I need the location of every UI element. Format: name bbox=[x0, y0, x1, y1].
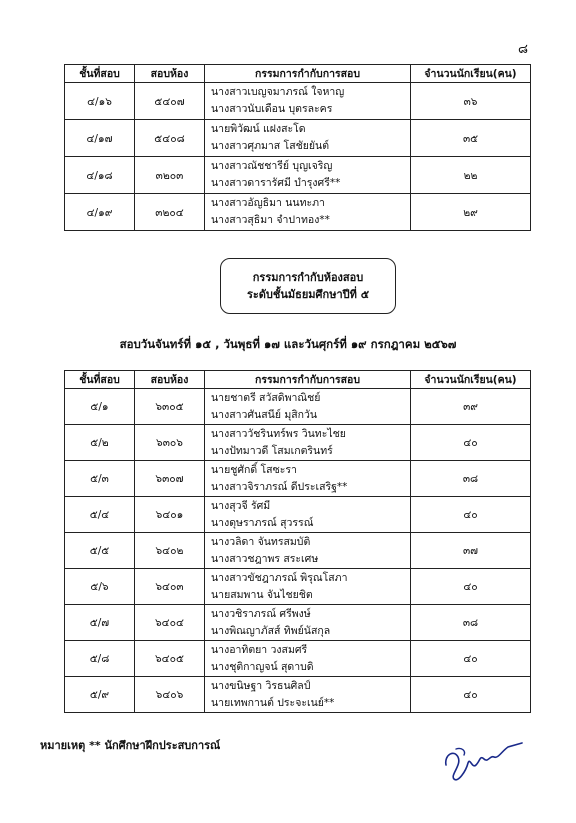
cell-room: ๖๓๐๖ bbox=[135, 425, 205, 461]
cell-proctors bbox=[205, 83, 411, 120]
proctor-name: นางวชิราภรณ์ ศรีพงษ์ bbox=[211, 607, 311, 620]
cell-level: ๕/๑ bbox=[65, 389, 135, 425]
cell-room: ๖๔๐๒ bbox=[135, 533, 205, 569]
proctor-name: นางสาววัชรินทร์พร วินทะไชย bbox=[211, 427, 346, 440]
proctor-name: นางสุวจี รัศมี bbox=[211, 499, 271, 512]
cell-proctors bbox=[205, 194, 411, 231]
cell-room: ๓๒๐๔ bbox=[135, 194, 205, 231]
cell-level: ๔/๑๖ bbox=[65, 83, 135, 120]
cell-room: ๓๒๐๓ bbox=[135, 157, 205, 194]
proctor-name: นางสาวขัชฎาภรณ์ พิรุณโสภา bbox=[211, 571, 348, 584]
table-row bbox=[65, 425, 531, 461]
proctor-name: นางขนิษฐา วิรธนศิลป์ bbox=[211, 679, 311, 692]
cell-count: ๓๖ bbox=[411, 83, 531, 120]
proctor-name: นางสาวจิราภรณ์ ดีประเสริฐ** bbox=[211, 480, 348, 493]
proctor-name: นายพิวัฒน์ แฝงสะโด bbox=[211, 123, 306, 135]
cell-level: ๔/๑๘ bbox=[65, 157, 135, 194]
table-row bbox=[65, 605, 531, 641]
cell-proctors bbox=[205, 641, 411, 677]
proctor-name: นางสาวสุธิมา จำปาทอง** bbox=[211, 214, 330, 226]
footnote: หมายเหตุ ** นักศึกษาฝึกประสบการณ์ bbox=[40, 739, 221, 752]
cell-room: ๖๔๐๕ bbox=[135, 641, 205, 677]
cell-proctors bbox=[205, 425, 411, 461]
proctor-name: นายชาตรี สวัสดิพาณิชย์ bbox=[211, 391, 321, 404]
header-students: จำนวนนักเรียน(คน) bbox=[411, 371, 531, 389]
cell-count: ๔๐ bbox=[411, 569, 531, 605]
table-row bbox=[65, 533, 531, 569]
cell-room: ๕๔๐๘ bbox=[135, 120, 205, 157]
proctor-name: นางอาทิตยา วงสมศรี bbox=[211, 643, 308, 656]
cell-room: ๕๔๐๗ bbox=[135, 83, 205, 120]
cell-room: ๖๓๐๗ bbox=[135, 461, 205, 497]
proctor-name: นางสาวอัญธิมา นนทะภา bbox=[211, 197, 325, 209]
cell-level: ๕/๗ bbox=[65, 605, 135, 641]
cell-level: ๕/๕ bbox=[65, 533, 135, 569]
header-level: ชั้นที่สอบ bbox=[65, 65, 135, 83]
proctor-name: นางสาวเบญจมาภรณ์ ใจหาญ bbox=[211, 86, 345, 98]
header-students: จำนวนนักเรียน(คน) bbox=[411, 65, 531, 83]
cell-count: ๔๐ bbox=[411, 425, 531, 461]
cell-level: ๕/๘ bbox=[65, 641, 135, 677]
cell-room: ๖๔๐๖ bbox=[135, 677, 205, 713]
proctor-name: นายสมพาน จันไชยชิต bbox=[211, 588, 313, 601]
cell-room: ๖๔๐๔ bbox=[135, 605, 205, 641]
proctor-name: นางดุษราภรณ์ สุวรรณ์ bbox=[211, 516, 314, 529]
header-room: สอบห้อง bbox=[135, 65, 205, 83]
table-row bbox=[65, 569, 531, 605]
cell-level: ๕/๒ bbox=[65, 425, 135, 461]
cell-proctors bbox=[205, 533, 411, 569]
table-row bbox=[65, 461, 531, 497]
table-row bbox=[65, 389, 531, 425]
cell-proctors bbox=[205, 569, 411, 605]
table-row bbox=[65, 677, 531, 713]
table-row bbox=[65, 194, 531, 231]
proctor-name: นายชูศักดิ์ โสซะรา bbox=[211, 463, 297, 476]
cell-level: ๕/๙ bbox=[65, 677, 135, 713]
cell-count: ๒๙ bbox=[411, 194, 531, 231]
section-title-box bbox=[220, 258, 396, 314]
cell-count: ๔๐ bbox=[411, 641, 531, 677]
proctor-name: นางพิณญาภัสส์ ทิพย์นัสกุล bbox=[211, 624, 331, 637]
proctor-name: นางสาวนับเดือน บุตรละคร bbox=[211, 103, 333, 115]
table-row bbox=[65, 641, 531, 677]
cell-room: ๖๔๐๑ bbox=[135, 497, 205, 533]
cell-count: ๔๐ bbox=[411, 677, 531, 713]
cell-level: ๕/๖ bbox=[65, 569, 135, 605]
cell-room: ๖๔๐๓ bbox=[135, 569, 205, 605]
proctor-name: นางปัทมาวดี โสมเกตรินทร์ bbox=[211, 444, 333, 457]
header-proctors: กรรมการกำกับการสอบ bbox=[205, 65, 411, 83]
cell-count: ๓๘ bbox=[411, 605, 531, 641]
proctor-name: นางสาวศันสนีย์ มุสิกวัน bbox=[211, 408, 318, 421]
cell-proctors bbox=[205, 497, 411, 533]
proctor-name: นางสาวศุภมาส โสชัยยันต์ bbox=[211, 140, 330, 152]
proctor-table-m5 bbox=[64, 370, 531, 713]
cell-level: ๔/๑๗ bbox=[65, 120, 135, 157]
page-number: ๘ bbox=[517, 42, 528, 57]
header-level: ชั้นที่สอบ bbox=[65, 371, 135, 389]
cell-level: ๔/๑๙ bbox=[65, 194, 135, 231]
table-row bbox=[65, 497, 531, 533]
cell-proctors bbox=[205, 157, 411, 194]
header-proctors: กรรมการกำกับการสอบ bbox=[205, 371, 411, 389]
cell-level: ๕/๓ bbox=[65, 461, 135, 497]
cell-proctors bbox=[205, 605, 411, 641]
cell-count: ๒๒ bbox=[411, 157, 531, 194]
table-row bbox=[65, 157, 531, 194]
proctor-name: นางวลิดา จันทรสมบัติ bbox=[211, 535, 311, 548]
section-subtitle: ระดับชั้นมัธยมศึกษาปีที่ ๕ bbox=[246, 288, 370, 301]
cell-level: ๕/๔ bbox=[65, 497, 135, 533]
cell-count: ๔๐ bbox=[411, 497, 531, 533]
section-title: กรรมการกำกับห้องสอบ bbox=[252, 271, 364, 284]
table-row bbox=[65, 83, 531, 120]
cell-room: ๖๓๐๕ bbox=[135, 389, 205, 425]
header-room: สอบห้อง bbox=[135, 371, 205, 389]
cell-count: ๓๕ bbox=[411, 120, 531, 157]
proctor-name: นายเทพกานต์ ประจะเนย์** bbox=[211, 696, 335, 709]
proctor-name: นางชุติกาญจน์ สุดาบดิ bbox=[211, 660, 314, 673]
cell-count: ๓๗ bbox=[411, 533, 531, 569]
proctor-table-m4 bbox=[64, 64, 531, 231]
cell-count: ๓๘ bbox=[411, 461, 531, 497]
proctor-name: นางสาวดารารัศมี บำรุงศรี** bbox=[211, 177, 341, 189]
table-header-row bbox=[65, 371, 531, 389]
table-header-row bbox=[65, 65, 531, 83]
cell-proctors bbox=[205, 120, 411, 157]
exam-date-line: สอบวันจันทร์ที่ ๑๕ , วันพุธที่ ๑๗ และวันศุกร์ที่ ๑๙ กรกฎาคม ๒๕๖๗ bbox=[119, 337, 457, 351]
proctor-name: นางสาวณัชชารีย์ บุญเจริญ bbox=[211, 160, 333, 172]
cell-proctors bbox=[205, 461, 411, 497]
cell-proctors bbox=[205, 389, 411, 425]
cell-count: ๓๙ bbox=[411, 389, 531, 425]
signature-image bbox=[436, 735, 526, 785]
table-row bbox=[65, 120, 531, 157]
proctor-name: นางสาวชฎาพร สระเศษ bbox=[211, 552, 319, 565]
cell-proctors bbox=[205, 677, 411, 713]
